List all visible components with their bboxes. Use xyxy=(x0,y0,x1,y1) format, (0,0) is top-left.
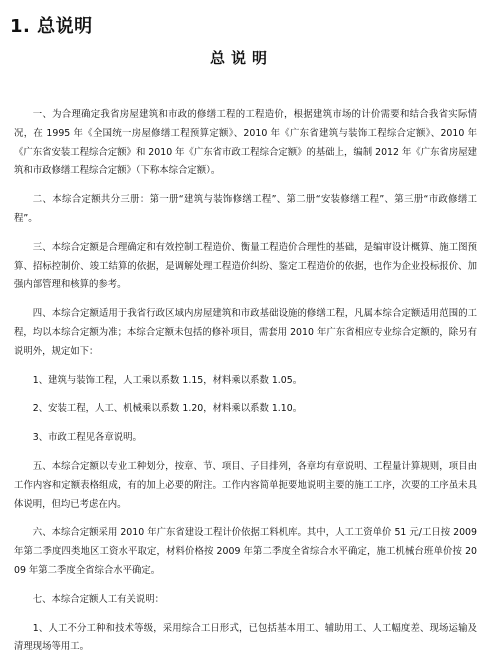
paragraph-4-item-1: 1、建筑与装饰工程，人工乘以系数 1.15，材料乘以系数 1.05。 xyxy=(32,374,303,386)
paragraph-4-item-2: 2、安装工程，人工、机械乘以系数 1.20，材料乘以系数 1.10。 xyxy=(32,403,303,415)
paragraph-5: 五、本综合定额以专业工种划分，按章、节、项目、子目排列，各章均有章说明、工程量计算规则，项目由工作内容和定额表格组成，有的加上必要的附注。工作内容简单扼要地说明主要的施工工序，次要的工序虽未具体说明，但均已考虑在内。 xyxy=(14,460,477,510)
paragraph-1: 一、为合理确定我省房屋建筑和市政的修缮工程的工程造价，根据建筑市场的计价需要和结合我省实际情况，在 1995 年《全国统一房屋修缮工程预算定额》、2010 年《广东省建筑与装饰工程综合定额》、2010 年《广东省安装工程综合定额》和 2010 年《广东省市政工程综合定额》的基础上，编制 2012 年《广东省房屋建筑和市政修缮工程综合定额》（下称本综合定额）。 xyxy=(14,109,477,177)
paragraph-6: 六、本综合定额采用 2010 年广东省建设工程计价依据工料机库。其中，人工工资单价 51 元/工日按 2009 年第二季度四类地区工资水平取定，材料价格按 2009 年第二季度全省综合水平确定，施工机械台班单价按 2009 年第二季度全省综合水平确定。 xyxy=(14,527,477,576)
paragraph-7: 七、本综合定额人工有关说明： xyxy=(32,593,165,605)
paragraph-4-item-3: 3、市政工程见各章说明。 xyxy=(32,432,142,444)
paragraph-3: 三、本综合定额是合理确定和有效控制工程造价、衡量工程造价合理性的基础，是编审设计概算、施工图预算、招标控制价、竣工结算的依据，是调解处理工程造价纠纷、鉴定工程造价的依据，也作为企业投标报价、加强内部管理和核算的参考。 xyxy=(14,241,477,291)
document-body xyxy=(14,106,477,667)
document-title: 总说明 xyxy=(209,49,273,67)
paragraph-7-item-1: 1、人工不分工种和技术等级，采用综合工日形式，已包括基本用工、辅助用工、人工幅度差、现场运输及清理现场等用工。 xyxy=(14,622,477,653)
paragraph-2: 二、本综合定额共分三册：第一册“建筑与装饰修缮工程”、第二册“安装修缮工程”、第三册“市政修缮工程”。 xyxy=(14,194,477,224)
section-heading: 1. 总说明 xyxy=(10,16,93,37)
paragraph-4: 四、本综合定额适用于我省行政区域内房屋建筑和市政基础设施的修缮工程，凡属本综合定额适用范围的工程，均以本综合定额为准；本综合定额未包括的修补项目，需套用 2010 年广东省相应专业综合定额的，除另有说明外，规定如下： xyxy=(14,308,477,357)
